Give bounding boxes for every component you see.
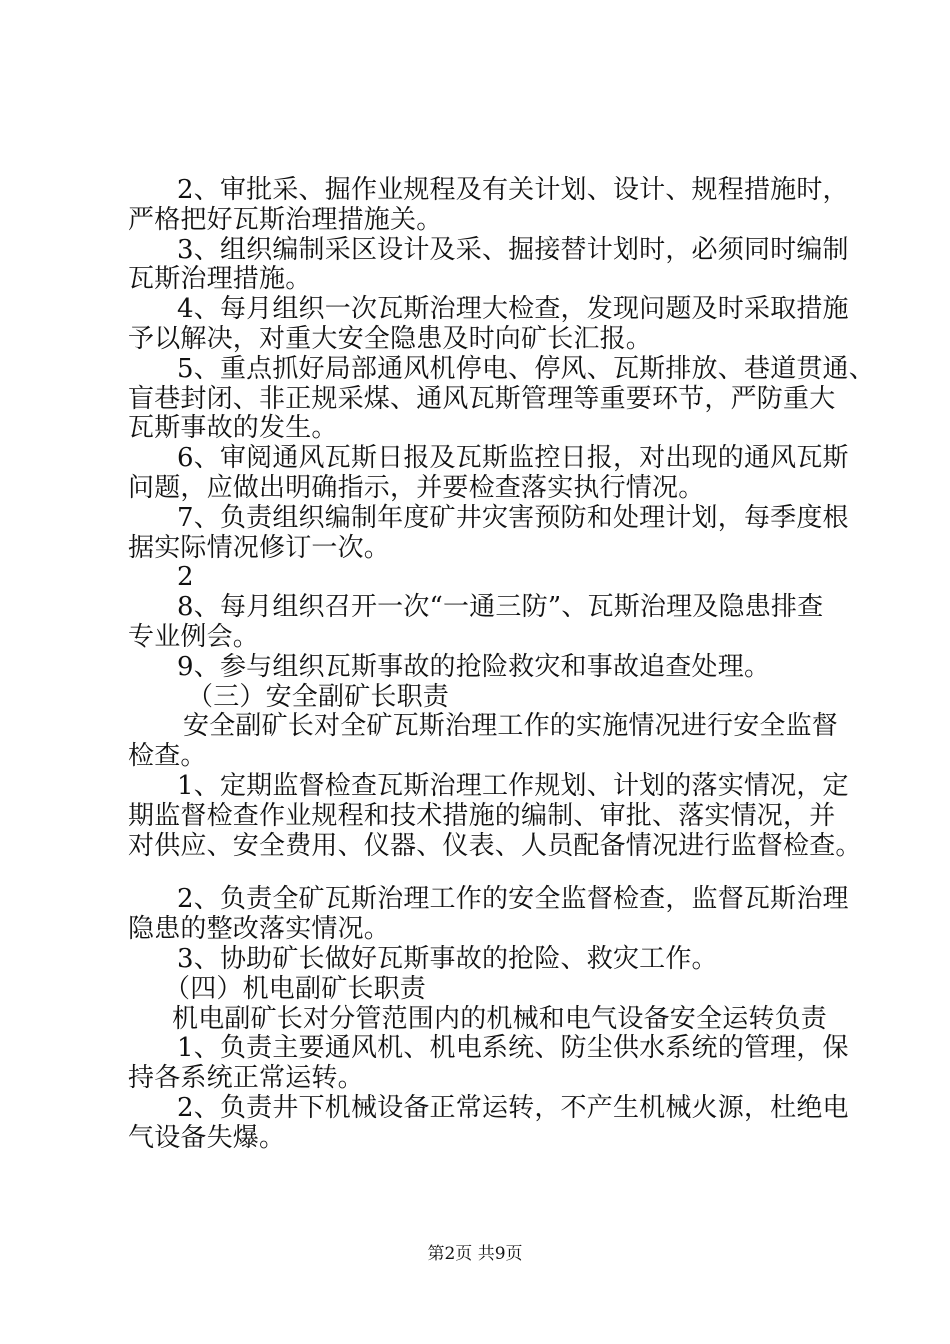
- page-footer: [0, 1243, 950, 1265]
- page-number-label: 第2页 共9页: [427, 1244, 523, 1264]
- text-line: 持各系统正常运转。: [128, 1063, 364, 1094]
- text-line: 1、负责主要通风机、机电系统、防尘供水系统的管理，保: [177, 1033, 849, 1064]
- text-line: 气设备失爆。: [128, 1122, 286, 1153]
- text-line: 2、审批采、掘作业规程及有关计划、设计、规程措施时，: [177, 175, 849, 205]
- paragraph-gap: [128, 861, 858, 885]
- section-heading: （四）机电副矿长职责: [164, 973, 427, 1004]
- text-line: 3、协助矿长做好瓦斯事故的抢险、救灾工作。: [177, 943, 718, 974]
- inline-page-number: 2: [177, 562, 194, 593]
- text-line: 安全副矿长对全矿瓦斯治理工作的实施情况进行安全监督: [183, 711, 839, 742]
- text-line: 予以解决，对重大安全隐患及时向矿长汇报。: [128, 323, 653, 354]
- document-body: [128, 175, 875, 1154]
- text-line: 瓦斯治理措施。: [128, 264, 312, 295]
- text-line: 瓦斯事故的发生。: [128, 413, 338, 444]
- text-line: 8、每月组织召开一次“一通三防”、瓦斯治理及隐患排查: [177, 592, 824, 623]
- text-line: 严格把好瓦斯治理措施关。: [128, 204, 443, 235]
- text-line: 5、重点抓好局部通风机停电、停风、瓦斯排放、巷道贯通、: [177, 353, 875, 384]
- text-line: 盲巷封闭、非正规采煤、通风瓦斯管理等重要环节，严防重大: [128, 383, 836, 414]
- text-line: 3、组织编制采区设计及采、掘接替计划时，必须同时编制: [177, 234, 849, 265]
- text-line: 检查。: [128, 741, 207, 772]
- text-line: 2、负责井下机械设备正常运转，不产生机械火源，杜绝电: [177, 1092, 849, 1123]
- text-line: 4、每月组织一次瓦斯治理大检查，发现问题及时采取措施: [177, 294, 849, 325]
- section-heading: （三）安全副矿长职责: [187, 681, 450, 712]
- text-line: 机电副矿长对分管范围内的机械和电气设备安全运转负责: [172, 1003, 828, 1034]
- text-line: 问题，应做出明确指示，并要检查落实执行情况。: [128, 472, 705, 503]
- text-line: 1、定期监督检查瓦斯治理工作规划、计划的落实情况，定: [177, 770, 849, 801]
- text-line: 期监督检查作业规程和技术措施的编制、审批、落实情况，并: [128, 800, 836, 831]
- text-line: 隐患的整改落实情况。: [128, 914, 391, 945]
- text-line: 据实际情况修订一次。: [128, 532, 391, 563]
- text-line: 对供应、安全费用、仪器、仪表、人员配备情况进行监督检查。: [128, 830, 862, 861]
- text-line: 9、参与组织瓦斯事故的抢险救灾和事故追查处理。: [177, 651, 771, 682]
- text-line: 6、审阅通风瓦斯日报及瓦斯监控日报，对出现的通风瓦斯: [177, 443, 849, 474]
- text-line: 7、负责组织编制年度矿井灾害预防和处理计划，每季度根: [177, 502, 849, 533]
- text-line: 2、负责全矿瓦斯治理工作的安全监督检查，监督瓦斯治理: [177, 884, 849, 915]
- text-line: 专业例会。: [128, 621, 260, 652]
